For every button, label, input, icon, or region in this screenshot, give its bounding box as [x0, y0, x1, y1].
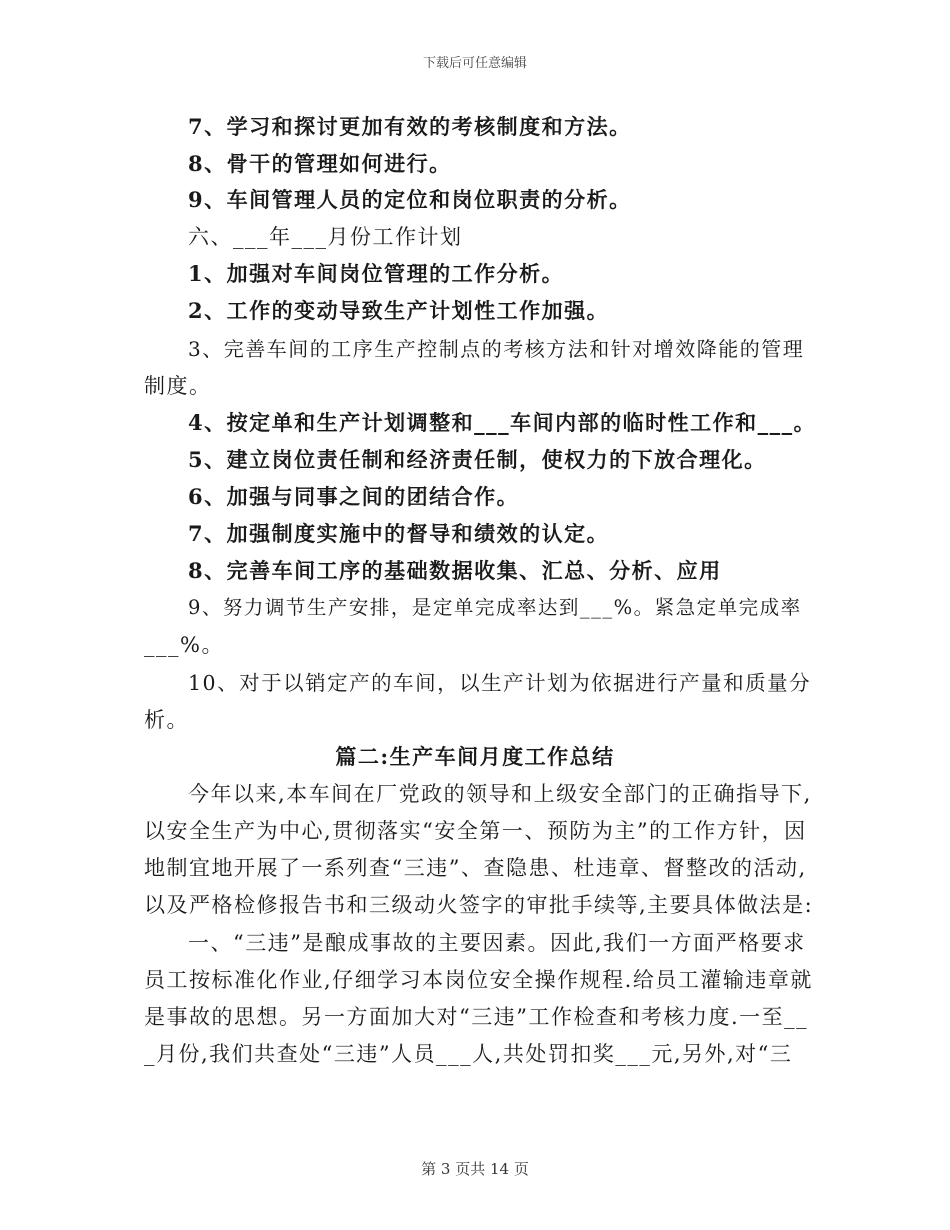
list-item: 4、按定单和生产计划调整和___车间内部的临时性工作和___。	[188, 410, 817, 435]
paragraph-line: _月份,我们共查处“三违”人员___人,共处罚扣奖___元,另外,对“三	[144, 1042, 793, 1066]
list-item: 9、车间管理人员的定位和岗位职责的分析。	[188, 187, 632, 212]
list-item-continuation: 制度。	[144, 374, 212, 398]
list-item: 8、骨干的管理如何进行。	[188, 151, 452, 176]
section-heading: 六、___年___月份工作计划	[188, 225, 463, 249]
list-item: 9、努力调节生产安排，是定单完成率达到___%。紧急定单完成率	[188, 596, 802, 619]
list-item: 5、建立岗位责任制和经济责任制，使权力的下放合理化。	[188, 447, 767, 472]
list-item: 2、工作的变动导致生产计划性工作加强。	[188, 298, 610, 323]
list-item: 1、加强对车间岗位管理的工作分析。	[188, 261, 565, 286]
list-item: 8、完善车间工序的基础数据收集、汇总、分析、应用	[188, 558, 722, 583]
list-item: 7、加强制度实施中的督导和绩效的认定。	[188, 521, 610, 546]
paragraph-line: 员工按标准化作业,仔细学习本岗位安全操作规程.给员工灌输违章就	[144, 968, 813, 992]
section-title: 篇二:生产车间月度工作总结	[335, 744, 615, 769]
paragraph-line: 地制宜地开展了一系列查“三违”、查隐患、杜违章、督整改的活动,	[144, 856, 807, 880]
list-item-continuation: ___%。	[144, 633, 224, 657]
paragraph-line: 是事故的思想。另一方面加大对“三违”工作检查和考核力度.一至__	[144, 1005, 809, 1029]
paragraph-line: 今年以来,本车间在厂党政的领导和上级安全部门的正确指导下,	[188, 782, 812, 806]
paragraph-line: 一、“三违”是酿成事故的主要因素。因此,我们一方面严格要求	[188, 931, 806, 955]
page-header: 下载后可任意编辑	[422, 56, 527, 71]
list-item: 6、加强与同事之间的团结合作。	[188, 484, 520, 509]
list-item-continuation: 析。	[144, 708, 189, 732]
list-item: 7、学习和探讨更加有效的考核制度和方法。	[188, 114, 632, 139]
paragraph-line: 以安全生产为中心,贯彻落实“安全第一、预防为主”的工作方针，因	[144, 819, 807, 843]
list-item: 3、完善车间的工序生产控制点的考核方法和针对增效降能的管理	[188, 337, 805, 361]
paragraph-line: 以及严格检修报告书和三级动火签字的审批手续等,主要具体做法是:	[144, 893, 814, 917]
list-item: 10、对于以销定产的车间，以生产计划为依据进行产量和质量分	[188, 671, 812, 695]
page-footer: 第 3 页共 14 页	[421, 1160, 529, 1178]
